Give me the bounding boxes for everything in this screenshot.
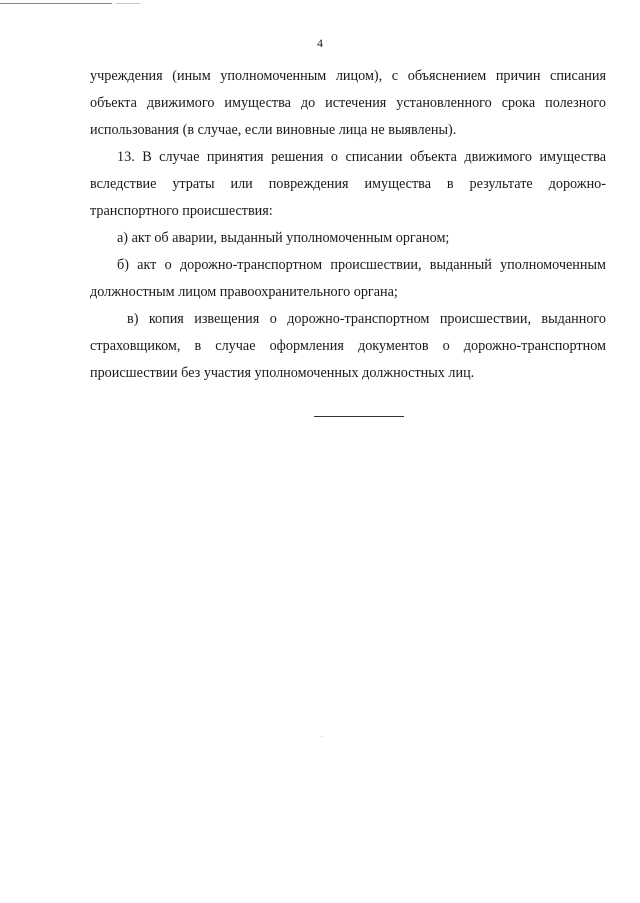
page-number: 4 [317,36,323,50]
paragraph-13-line-3: транспортного происшествия: [90,203,273,219]
list-item-v-line-2: страховщиком, в случае оформления документов о дорожно-транспортном [90,338,606,354]
paragraph-1-line-3: использования (в случае, если виновные лица не выявлены). [90,122,457,138]
paragraph-1-line-2: объекта движимого имущества до истечения установленного срока полезного [90,95,606,111]
list-item-b-line-2: должностным лицом правоохранительного органа; [90,284,398,300]
scan-speck [321,736,322,737]
list-item-v-line-3: происшествии без участия уполномоченных должностных лиц. [90,365,475,381]
list-item-a: а) акт об аварии, выданный уполномоченным органом; [117,230,450,246]
end-of-text-rule [314,416,404,417]
paragraph-13-line-2: вследствие утраты или повреждения имущества в результате дорожно- [90,176,606,192]
scan-edge-mark [0,3,112,4]
list-item-v-line-1: в) копия извещения о дорожно-транспортном происшествии, выданного [127,311,606,327]
list-item-b-line-1: б) акт о дорожно-транспортном происшествии, выданный уполномоченным [117,257,606,273]
paragraph-1-line-1: учреждения (иным уполномоченным лицом), с объяснением причин списания [90,68,606,84]
scan-edge-mark [116,3,140,4]
paragraph-13-line-1: 13. В случае принятия решения о списании объекта движимого имущества [117,149,606,165]
